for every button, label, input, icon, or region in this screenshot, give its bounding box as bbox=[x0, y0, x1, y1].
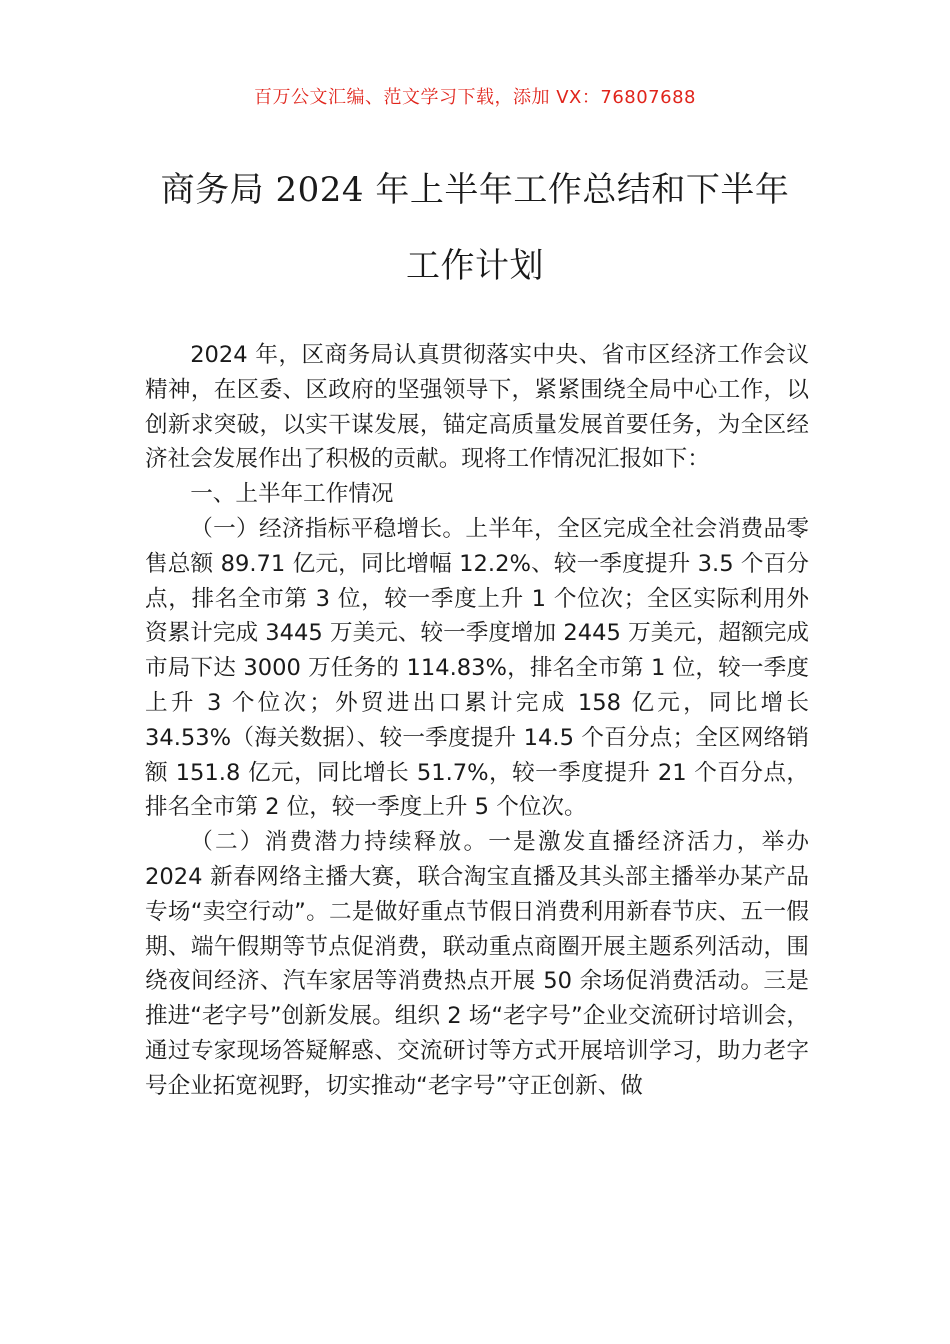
paragraph-intro: 2024 年，区商务局认真贯彻落实中央、省市区经济工作会议精神，在区委、区政府的坚强领导下，紧紧围绕全局中心工作，以创新求突破，以实干谋发展，锚定高质量发展首要任务，为全区经济社会发展作出了积极的贡献。现将工作情况汇报如下： bbox=[145, 342, 809, 473]
section-heading: 一、上半年工作情况 bbox=[190, 481, 394, 508]
paragraph-economic-indicators: （一）经济指标平稳增长。上半年，全区完成全社会消费品零售总额 89.71 亿元，同比增幅 12.2%、较一季度提升 3.5 个百分点，排名全市第 3 位，较一季度上升 1 个位次；全区实际利用外资累计完成 3445 万美元、较一季度增加 2445 万美元，超额完成市局下达 3000 万任务的 114.83%，排名全市第 1 位，较一季度上升 3 个位次；外贸进出口累计完成 158 亿元，同比增长 34.53%（海关数据）、较一季度提升 14.5 个百分点；全区网络销额 151.8 亿元，同比增长 51.7%，较一季度提升 21 个百分点，排名全市第 2 位，较一季度上升 5 个位次。 bbox=[145, 515, 809, 821]
paragraph-consumption: （二）消费潜力持续释放。一是激发直播经济活力，举办 2024 新春网络主播大赛，联合淘宝直播及其头部主播举办某产品专场“卖空行动”。二是做好重点节假日消费利用新春节庆、五一假期、端午假期等节点促消费，联动重点商圈开展主题系列活动，围绕夜间经济、汽车家居等消费热点开展 50 余场促消费活动。三是推进“老字号”创新发展。组织 2 场“老字号”企业交流研讨培训会，通过专家现场答疑解惑、交流研讨等方式开展培训学习，助力老字号企业拓宽视野，切实推动“老字号”守正创新、做 bbox=[145, 829, 809, 1099]
page-title: 商务局 2024 年上半年工作总结和下半年工作计划 bbox=[160, 170, 790, 286]
header-note: 百万公文汇编、范文学习下载，添加 VX：76807688 bbox=[254, 87, 696, 108]
document-body bbox=[145, 338, 809, 1104]
